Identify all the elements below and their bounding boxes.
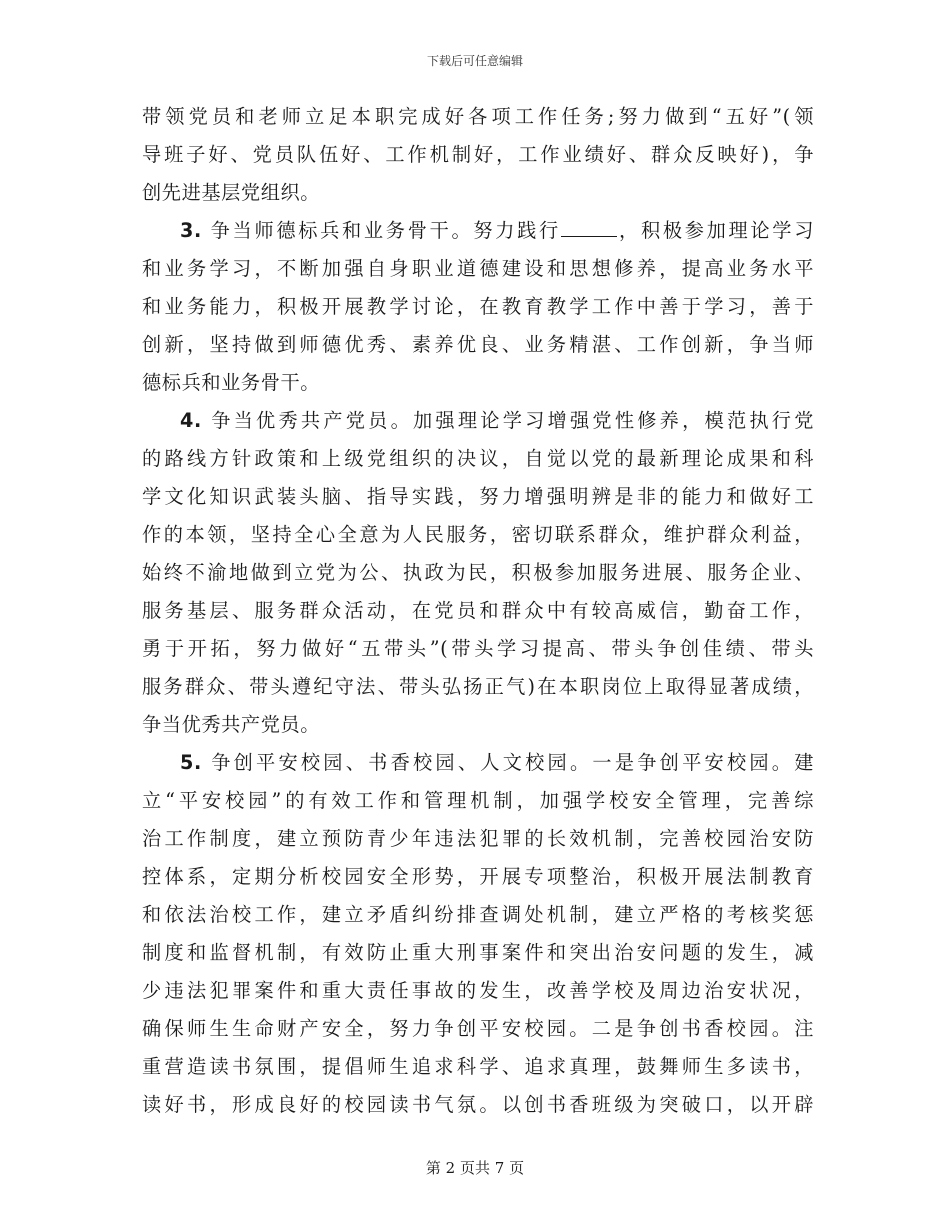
- text-line: 确保师生生命财产安全，努力争创平安校园。二是争创书香校园。注: [142, 1017, 814, 1040]
- text-line: 服务基层、服务群众活动，在党员和群众中有较高威信，勤奋工作，: [142, 599, 814, 622]
- item-number: 3.: [180, 219, 202, 242]
- text-line: 和业务学习，不断加强自身职业道德建设和思想修养，提高业务水平: [142, 257, 814, 280]
- text-line: 创新，坚持做到师德优秀、素养优良、业务精湛、工作创新，争当师: [142, 333, 814, 356]
- text-line: 控体系，定期分析校园安全形势，开展专项整治，积极开展法制教育: [142, 865, 814, 888]
- text-line: 治工作制度，建立预防青少年违法犯罪的长效机制，完善校园治安防: [142, 827, 814, 850]
- text-line: 始终不渝地做到立党为公、执政为民，积极参加服务进展、服务企业、: [142, 561, 814, 584]
- page-number: 第 2 页共 7 页: [425, 1159, 525, 1177]
- item-number: 5.: [180, 751, 202, 774]
- text-line: 读好书，形成良好的校园读书气氛。以创书香班级为突破口，以开辟: [142, 1093, 814, 1116]
- text-line: 德标兵和业务骨干。: [142, 371, 321, 394]
- page-header: 下载后可任意编辑: [426, 54, 523, 68]
- text-line: 争当优秀共产党员。: [142, 713, 321, 736]
- paragraph-item-4: [142, 402, 814, 744]
- text-line: 导班子好、党员队伍好、工作机制好，工作业绩好、群众反映好)，争: [142, 143, 814, 166]
- text-line: 创先进基层党组织。: [142, 181, 321, 204]
- text-line: 学文化知识武装头脑、指导实践，努力增强明辨是非的能力和做好工: [142, 485, 814, 508]
- text-line: 和依法治校工作，建立矛盾纠纷排查调处机制，建立严格的考核奖惩: [142, 903, 814, 926]
- text-line: [142, 402, 814, 440]
- fill-in-blank: [561, 216, 617, 237]
- text-line: [142, 212, 814, 250]
- text-line: 勇于开拓，努力做好“五带头”(带头学习提高、带头争创佳绩、带头: [142, 637, 814, 660]
- text-line: [142, 744, 814, 782]
- text-line: 少违法犯罪案件和重大责任事故的发生，改善学校及周边治安状况，: [142, 979, 814, 1002]
- text-line: 重营造读书氛围，提倡师生追求科学、追求真理，鼓舞师生多读书，: [142, 1055, 814, 1078]
- text-line: 的路线方针政策和上级党组织的决议，自觉以党的最新理论成果和科: [142, 447, 814, 470]
- paragraph-item-5: [142, 744, 814, 1124]
- text-line: 立“平安校园”的有效工作和管理机制，加强学校安全管理，完善综: [142, 789, 814, 812]
- document-body: [142, 98, 814, 1124]
- text-segment: ，积极参加理论学习: [616, 219, 814, 242]
- text-segment: 争当优秀共产党员。加强理论学习增强党性修养，模范执行党: [211, 409, 814, 432]
- text-line: 带领党员和老师立足本职完成好各项工作任务;努力做到“五好”(领: [142, 105, 814, 128]
- item-number: 4.: [180, 409, 202, 432]
- paragraph-continuation: [142, 98, 814, 212]
- paragraph-item-3: [142, 212, 814, 402]
- text-line: 服务群众、带头遵纪守法、带头弘扬正气)在本职岗位上取得显著成绩，: [142, 675, 814, 698]
- text-segment: 争创平安校园、书香校园、人文校园。一是争创平安校园。建: [211, 751, 814, 774]
- text-line: 作的本领，坚持全心全意为人民服务，密切联系群众，维护群众利益，: [142, 523, 814, 546]
- text-segment: 争当师德标兵和业务骨干。努力践行: [210, 219, 561, 242]
- text-line: 和业务能力，积极开展教学讨论，在教育教学工作中善于学习，善于: [142, 295, 814, 318]
- text-line: 制度和监督机制，有效防止重大刑事案件和突出治安问题的发生，减: [142, 941, 814, 964]
